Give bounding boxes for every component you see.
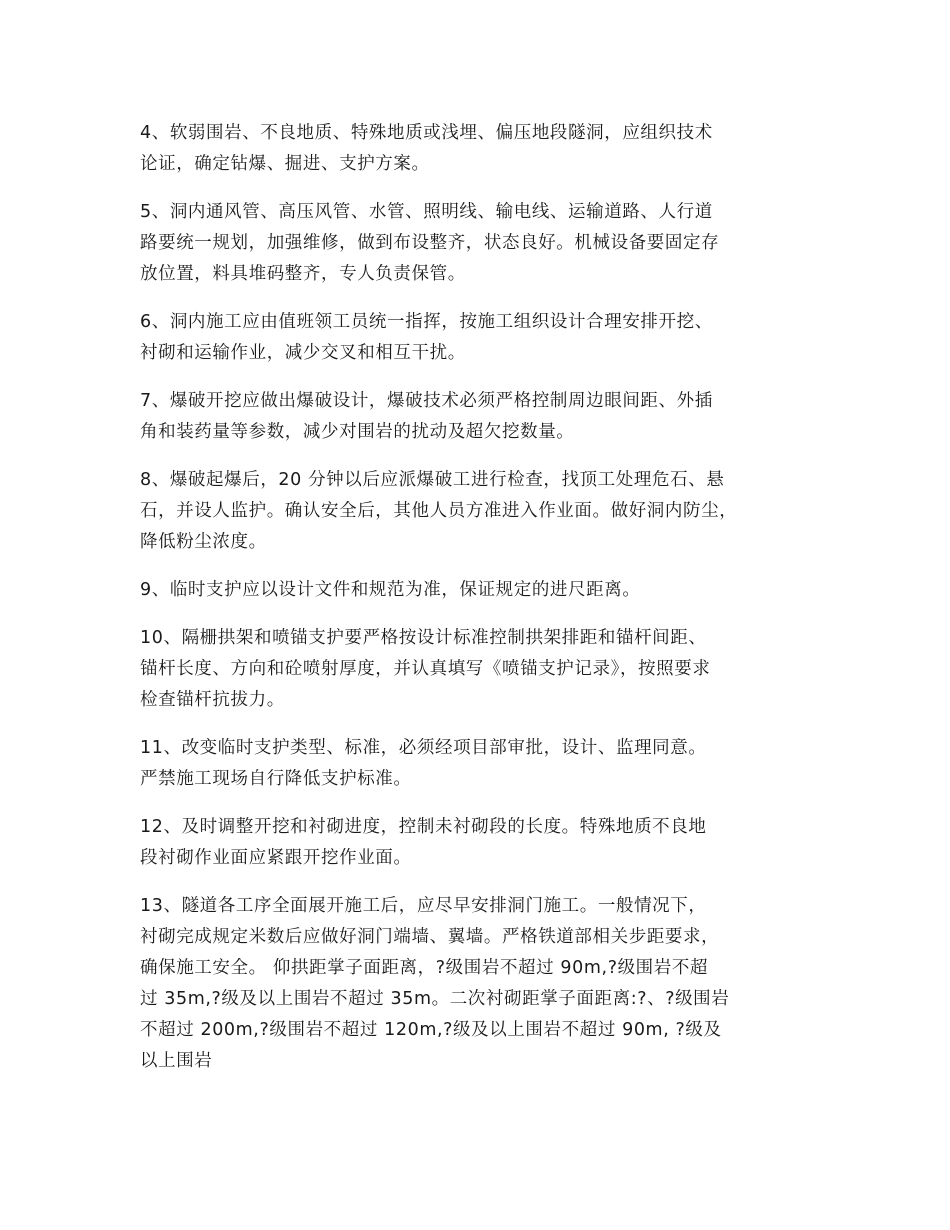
paragraph-line: 13、隧道各工序全面展开施工后，应尽早安排洞门施工。一般情况下， [140,896,707,916]
paragraph-line: 8、爆破起爆后，20 分钟以后应派爆破工进行检查，找顶工处理危石、悬 [140,470,725,490]
paragraph-4 [140,118,840,180]
paragraph-line: 衬砌和运输作业，减少交叉和相互干扰。 [140,343,466,363]
paragraph-line: 过 35m,?级及以上围岩不超过 35m。二次衬砌距掌子面距离:?、?级围岩 [140,989,730,1009]
paragraph-line: 9、临时支护应以设计文件和规范为准，保证规定的进尺距离。 [140,580,641,600]
paragraph-12 [140,812,840,874]
paragraph-line: 10、隔栅拱架和喷锚支护要严格按设计标准控制拱架排距和锚杆间距、 [140,628,707,648]
paragraph-10 [140,623,840,716]
paragraph-8 [140,465,840,558]
paragraph-line: 确保施工安全。 仰拱距掌子面距离，?级围岩不超过 90m,?级围岩不超 [140,958,709,978]
paragraph-line: 严禁施工现场自行降低支护标准。 [140,769,412,789]
paragraph-line: 以上围岩 [140,1051,213,1071]
paragraph-line: 4、软弱围岩、不良地质、特殊地质或浅埋、偏压地段隧洞，应组织技术 [140,123,713,143]
paragraph-line: 检查锚杆抗拔力。 [140,690,285,710]
paragraph-6 [140,307,840,369]
paragraph-9 [140,575,840,606]
paragraph-line: 5、洞内通风管、高压风管、水管、照明线、输电线、运输道路、人行道 [140,202,713,222]
paragraph-line: 段衬砌作业面应紧跟开挖作业面。 [140,848,412,868]
paragraph-line: 放位置，料具堆码整齐，专人负责保管。 [140,264,466,284]
paragraph-line: 衬砌完成规定米数后应做好洞门端墙、翼墙。严格铁道部相关步距要求， [140,927,720,947]
paragraph-13 [140,891,840,1077]
paragraph-line: 不超过 200m,?级围岩不超过 120m,?级及以上围岩不超过 90m, ?级及 [140,1020,722,1040]
paragraph-line: 论证，确定钻爆、掘进、支护方案。 [140,154,430,174]
paragraph-line: 降低粉尘浓度。 [140,532,267,552]
paragraph-line: 石，并设人监护。确认安全后，其他人员方准进入作业面。做好洞内防尘， [140,501,738,521]
paragraph-line: 锚杆长度、方向和砼喷射厚度，并认真填写《喷锚支护记录》，按照要求 [140,659,711,679]
paragraph-line: 路要统一规划，加强维修，做到布设整齐，状态良好。机械设备要固定存 [140,233,720,253]
paragraph-5 [140,197,840,290]
paragraph-line: 12、及时调整开挖和衬砌进度，控制未衬砌段的长度。特殊地质不良地 [140,817,707,837]
paragraph-line: 角和装药量等参数，减少对围岩的扰动及超欠挖数量。 [140,422,575,442]
paragraph-line: 6、洞内施工应由值班领工员统一指挥，按施工组织设计合理安排开挖、 [140,312,713,332]
document-body [140,118,840,1094]
paragraph-7 [140,386,840,448]
paragraph-line: 11、改变临时支护类型、标准，必须经项目部审批，设计、监理同意。 [140,738,707,758]
paragraph-11 [140,733,840,795]
paragraph-line: 7、爆破开挖应做出爆破设计，爆破技术必须严格控制周边眼间距、外插 [140,391,713,411]
